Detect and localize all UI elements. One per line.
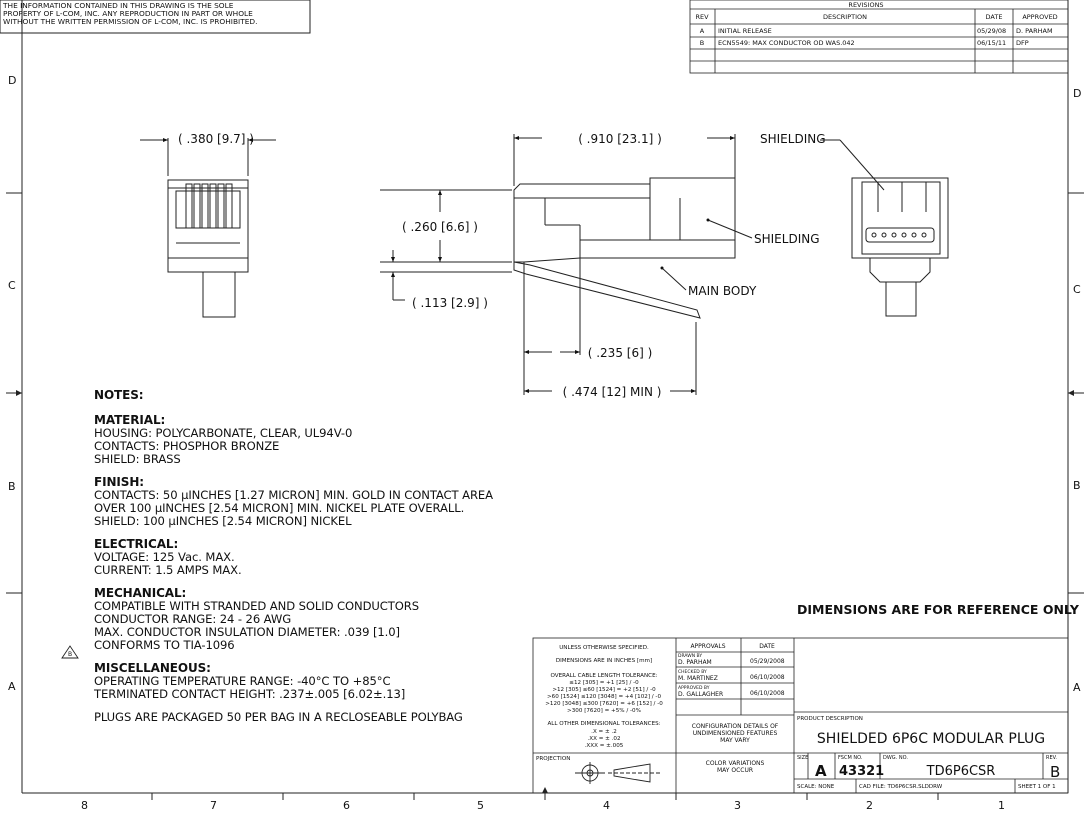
svg-text:APPROVED: APPROVED: [1022, 13, 1058, 21]
svg-text:SHEET 1 OF 1: SHEET 1 OF 1: [1018, 784, 1056, 790]
svg-text:PROJECTION: PROJECTION: [536, 756, 571, 762]
svg-text:MAY VARY: MAY VARY: [720, 737, 750, 744]
svg-text:APPROVALS: APPROVALS: [690, 643, 726, 650]
svg-text:ALL OTHER DIMENSIONAL TOLERANC: ALL OTHER DIMENSIONAL TOLERANCES:: [547, 721, 661, 727]
dim-front-width: ( .380 [9.7] ): [178, 132, 254, 146]
svg-text:REV: REV: [695, 13, 709, 21]
svg-text:A: A: [699, 27, 705, 35]
svg-text:CHECKED BY: CHECKED BY: [678, 670, 707, 675]
zone-col-2: 2: [866, 799, 873, 812]
front-view: [140, 138, 276, 317]
revisions-table: [690, 0, 1068, 73]
dim-latch-height: ( .113 [2.9] ): [412, 296, 488, 310]
svg-text:UNLESS OTHERWISE SPECIFIED.: UNLESS OTHERWISE SPECIFIED.: [559, 645, 649, 651]
svg-text:B: B: [699, 39, 705, 47]
svg-text:06/15/11: 06/15/11: [977, 39, 1007, 47]
svg-text:>120 [3048] ≤300 [7620] = +6 [: >120 [3048] ≤300 [7620] = +6 [152] / -0: [545, 701, 663, 707]
svg-text:06/10/2008: 06/10/2008: [750, 674, 785, 681]
svg-text:ECN5549: MAX CONDUCTOR OD WAS.: ECN5549: MAX CONDUCTOR OD WAS.042: [718, 39, 855, 47]
svg-text:>60 [1524] ≤120 [3048] = +4 [1: >60 [1524] ≤120 [3048] = +4 [102] / -0: [546, 694, 662, 700]
svg-text:.XX = ± .02: .XX = ± .02: [587, 736, 621, 742]
rear-view: [820, 140, 948, 316]
svg-text:OVERALL CABLE LENGTH TOLERANCE: OVERALL CABLE LENGTH TOLERANCE:: [550, 673, 658, 679]
projection-symbol-icon: [575, 762, 660, 784]
zone-col-7: 7: [210, 799, 217, 812]
svg-text:05/29/08: 05/29/08: [977, 27, 1007, 35]
svg-text:DATE: DATE: [759, 643, 775, 650]
notes-finish: FINISH: CONTACTS: 50 µINCHES [1.27 MICRON] MIN. GOLD IN CONTACT AREA OVER 100 µINCHES [2.54 MICRON] MIN. NICKEL PLATE OVERALL. SHIELD: 100 µINCHES [2.54 MICRON] NICKEL: [94, 475, 493, 528]
revisions-title: REVISIONS: [848, 1, 884, 9]
notes-mechanical: MECHANICAL: COMPATIBLE WITH STRANDED AND SOLID CONDUCTORS CONDUCTOR RANGE: 24 - 26 AWG MAX. CONDUCTOR INSULATION DIAMETER: .039 [1.0] CONFORMS TO TIA-1096: [94, 586, 420, 652]
svg-text:D. GALLAGHER: D. GALLAGHER: [678, 691, 724, 698]
svg-text:FSCM NO.: FSCM NO.: [838, 755, 863, 761]
svg-text:SCALE: NONE: SCALE: NONE: [797, 784, 835, 790]
notes-packaging: PLUGS ARE PACKAGED 50 PER BAG IN A RECLOSEABLE POLYBAG: [94, 710, 463, 724]
dim-side-height: ( .260 [6.6] ): [402, 220, 478, 234]
dim-side-length: ( .910 [23.1] ): [578, 132, 662, 146]
size-value: A: [815, 762, 827, 780]
notes-material: MATERIAL: HOUSING: POLYCARBONATE, CLEAR, UL94V-0 CONTACTS: PHOSPHOR BRONZE SHIELD: BRASS: [94, 413, 353, 466]
svg-text:D. PARHAM: D. PARHAM: [1016, 27, 1053, 35]
reference-note: DIMENSIONS ARE FOR REFERENCE ONLY: [797, 602, 1079, 617]
dim-cable-b: ( .474 [12] MIN ): [562, 385, 662, 399]
callout-main-body: MAIN BODY: [688, 284, 757, 298]
svg-text:≤12 [305] = +1 [25] / -0: ≤12 [305] = +1 [25] / -0: [569, 680, 639, 686]
svg-text:DFP: DFP: [1016, 39, 1029, 47]
fscm-value: 43321: [839, 764, 885, 779]
svg-text:SIZE: SIZE: [797, 755, 809, 761]
svg-text:DATE: DATE: [985, 13, 1003, 21]
zone-row-d-right: D: [1073, 87, 1082, 100]
zone-col-5: 5: [477, 799, 484, 812]
svg-text:05/29/2008: 05/29/2008: [750, 658, 785, 665]
svg-text:THE INFORMATION CONTAINED IN T: THE INFORMATION CONTAINED IN THIS DRAWING IS THE SOLE: [3, 1, 234, 10]
main-body-callout-dot: [661, 267, 664, 270]
drawing-number: TD6P6CSR: [926, 764, 996, 779]
product-description: SHIELDED 6P6C MODULAR PLUG: [816, 731, 1046, 747]
notes-title: NOTES:: [94, 388, 144, 402]
svg-text:WITHOUT THE WRITTEN PERMISSION: WITHOUT THE WRITTEN PERMISSION OF L-COM, INC. IS PROHIBITED.: [3, 17, 258, 26]
svg-text:CAD FILE: TD6P6CSR.SLDDRW: CAD FILE: TD6P6CSR.SLDDRW: [859, 784, 943, 790]
shielding-callout-dot: [707, 219, 710, 222]
svg-text:COLOR VARIATIONS: COLOR VARIATIONS: [705, 760, 765, 767]
zone-col-8: 8: [81, 799, 88, 812]
zone-col-1: 1: [998, 799, 1005, 812]
svg-text:DRAWN BY: DRAWN BY: [678, 654, 703, 659]
zone-row-b-right: B: [1073, 479, 1081, 492]
dim-cable-a: ( .235 [6] ): [587, 346, 653, 360]
revision-flag-label: B: [67, 651, 73, 658]
svg-text:.X = ± .2: .X = ± .2: [591, 729, 617, 735]
zone-row-a-left: A: [8, 680, 16, 693]
svg-text:PRODUCT DESCRIPTION: PRODUCT DESCRIPTION: [797, 716, 863, 722]
notes-section: [94, 389, 564, 724]
zone-col-3: 3: [734, 799, 741, 812]
svg-text:>12 [305] ≤60 [1524] = +2 [51]: >12 [305] ≤60 [1524] = +2 [51] / -0: [552, 687, 656, 693]
zone-row-b-left: B: [8, 480, 16, 493]
zone-row-a-right: A: [1073, 681, 1081, 694]
zone-row-c-left: C: [8, 279, 16, 292]
notes-misc: MISCELLANEOUS: OPERATING TEMPERATURE RANGE: -40°C TO +85°C TERMINATED CONTACT HEIGHT: .237±.005 [6.02±.13]: [94, 661, 406, 701]
zone-row-c-right: C: [1073, 283, 1081, 296]
svg-text:REV.: REV.: [1046, 755, 1057, 761]
svg-text:DIMENSIONS ARE IN INCHES [mm]: DIMENSIONS ARE IN INCHES [mm]: [555, 658, 653, 664]
svg-text:.XXX = ±.005: .XXX = ±.005: [584, 743, 624, 749]
svg-text:PROPERTY OF L-COM, INC. ANY RE: PROPERTY OF L-COM, INC. ANY REPRODUCTION IN PART OR WHOLE: [3, 9, 253, 18]
notes-electrical: ELECTRICAL: VOLTAGE: 125 Vac. MAX. CURRENT: 1.5 AMPS MAX.: [94, 537, 242, 577]
svg-text:D. PARHAM: D. PARHAM: [678, 659, 712, 666]
svg-text:CONFIGURATION DETAILS OF: CONFIGURATION DETAILS OF: [691, 723, 779, 730]
svg-text:>300 [7620] = +5% / -0%: >300 [7620] = +5% / -0%: [567, 708, 641, 714]
proprietary-notice: [2, 1, 257, 26]
callout-shielding-rear: SHIELDING: [760, 132, 826, 146]
side-view: [380, 134, 752, 395]
zone-row-d-left: D: [8, 74, 17, 87]
svg-text:DESCRIPTION: DESCRIPTION: [823, 13, 867, 21]
svg-text:UNDIMENSIONED FEATURES: UNDIMENSIONED FEATURES: [692, 730, 778, 737]
svg-text:APPROVED BY: APPROVED BY: [678, 686, 710, 691]
callout-shielding-side: SHIELDING: [754, 232, 820, 246]
rev-value: B: [1050, 763, 1061, 781]
zone-col-6: 6: [343, 799, 350, 812]
svg-text:INITIAL RELEASE: INITIAL RELEASE: [718, 27, 772, 35]
svg-text:M. MARTINEZ: M. MARTINEZ: [678, 675, 718, 682]
svg-text:06/10/2008: 06/10/2008: [750, 690, 785, 697]
zone-col-4: 4: [603, 799, 610, 812]
svg-text:MAY OCCUR: MAY OCCUR: [716, 767, 754, 774]
svg-text:DWG. NO.: DWG. NO.: [883, 755, 908, 761]
